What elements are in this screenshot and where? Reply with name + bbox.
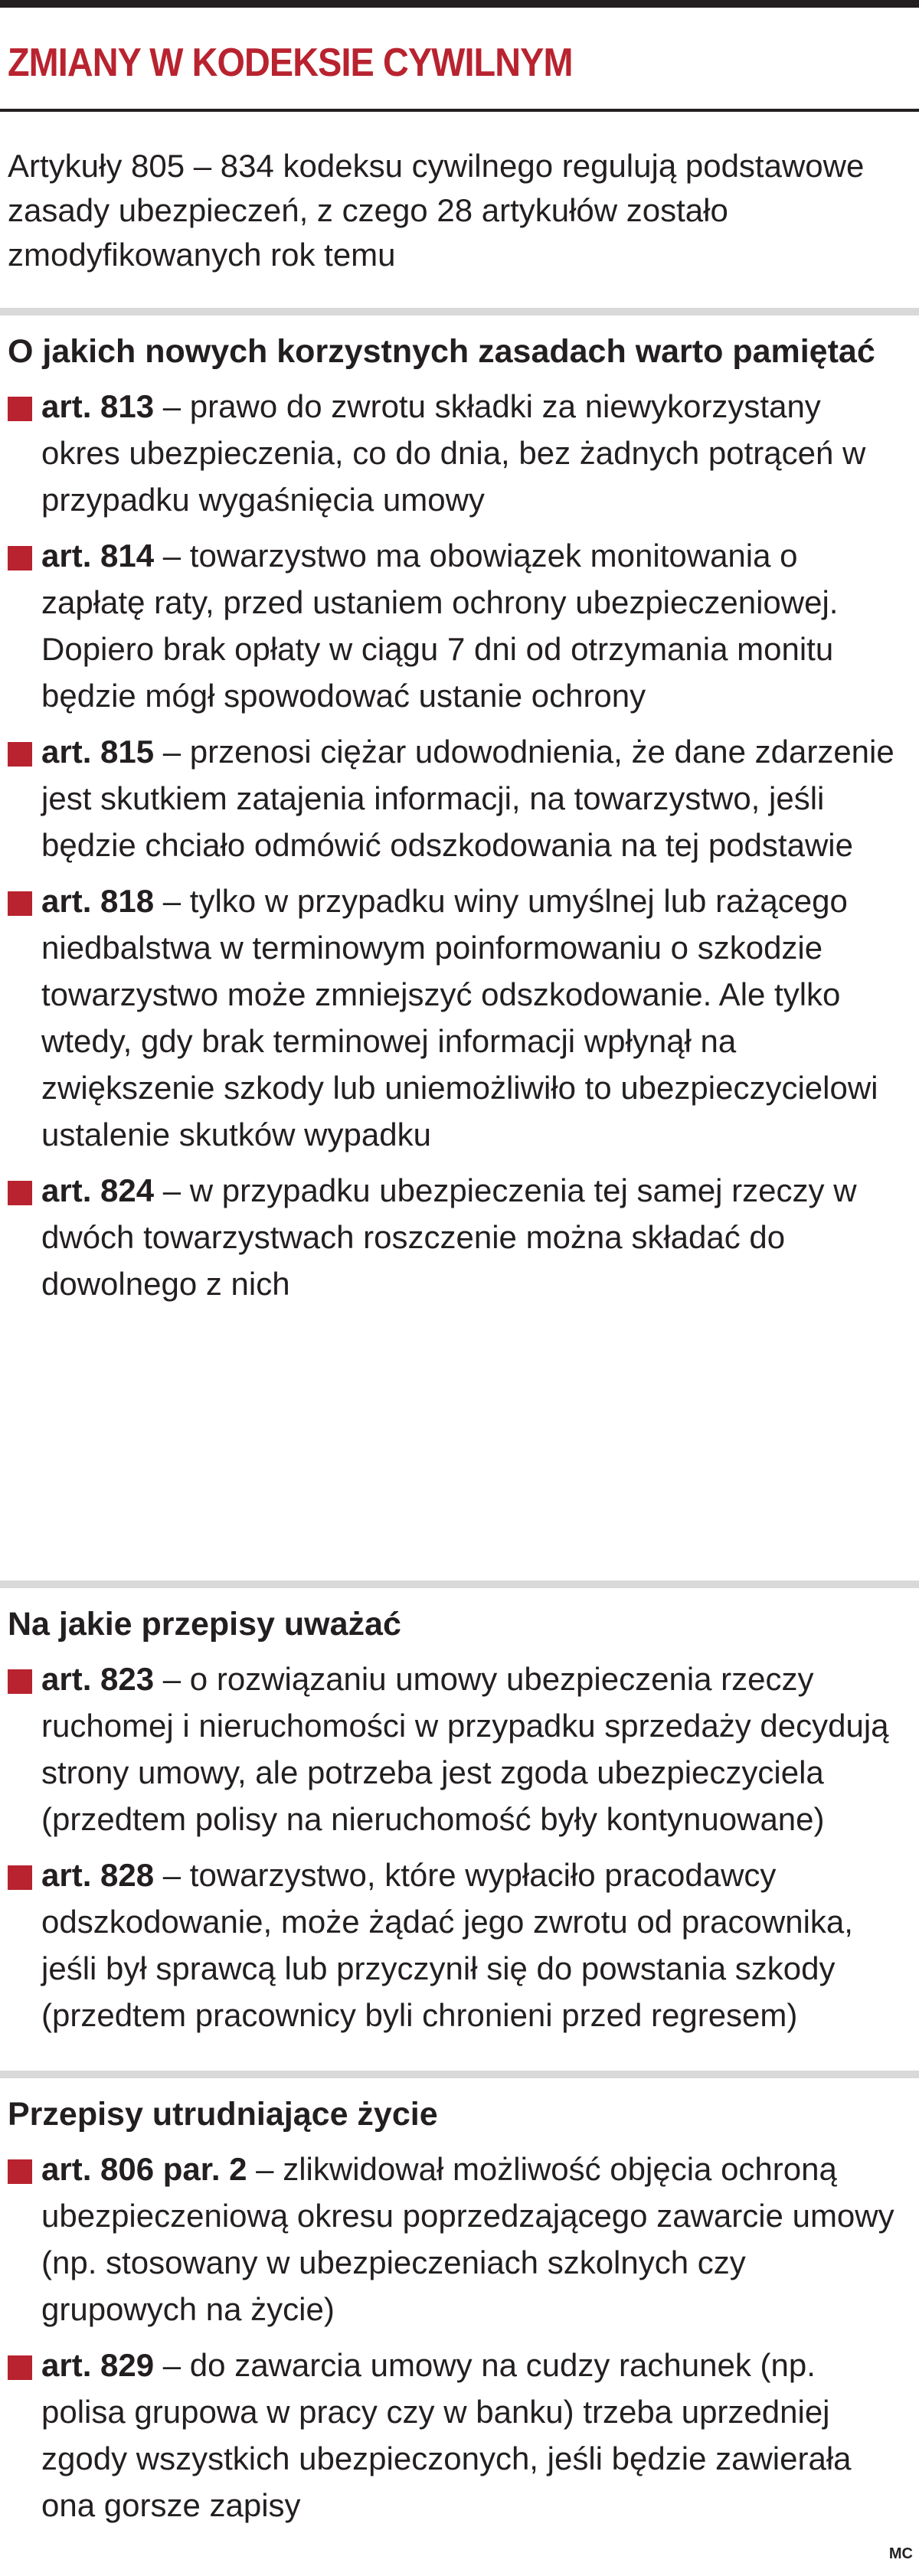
- section-heading: Przepisy utrudniające życie: [8, 2096, 438, 2133]
- author-credit: MC: [888, 2545, 913, 2562]
- list-item: [8, 532, 904, 719]
- article-text: – zlikwidował możliwość objęcia ochroną ubezpieczeniową okresu poprzedzającego zawarcie umowy (np. stosowany w ubezpieczeniach szkolnych czy grupowych na życie): [41, 2151, 894, 2327]
- bullet-square-icon: [8, 1181, 32, 1205]
- article-text: – towarzystwo, które wypłaciło pracodawcy odszkodowanie, może żądać jego zwrotu od pracownika, jeśli był sprawcą lub przyczynił się do powstania szkody (przedtem pracownicy byli chronieni przed regresem): [41, 1857, 853, 2033]
- article-number: art. 818: [41, 883, 155, 919]
- intro-text: Artykuły 805 – 834 kodeksu cywilnego regulują podstawowe zasady ubezpieczeń, z czego 28 artykułów zostało zmodyfikowanych rok temu: [8, 148, 865, 273]
- article-number: art. 823: [41, 1661, 155, 1697]
- bullet-square-icon: [8, 397, 32, 421]
- bullet-square-icon: [8, 1669, 32, 1694]
- article-text: – w przypadku ubezpieczenia tej samej rzeczy w dwóch towarzystwach roszczenie można składać do dowolnego z nich: [41, 1172, 857, 1302]
- list-item: [8, 1167, 904, 1307]
- bullet-square-icon: [8, 2355, 32, 2380]
- bullet-square-icon: [8, 546, 32, 570]
- section-benefits: [8, 329, 904, 1307]
- article-text: – prawo do zwrotu składki za niewykorzystany okres ubezpieczenia, co do dnia, bez żadnych potrąceń w przypadku wygaśnięcia umowy: [41, 388, 866, 518]
- section-heading: O jakich nowych korzystnych zasadach warto pamiętać: [8, 333, 875, 370]
- article-text: – do zawarcia umowy na cudzy rachunek (np. polisa grupowa w pracy czy w banku) trzeba uprzedniej zgody wszystkich ubezpieczonych, jeśli będzie zawierała ona gorsze zapisy: [41, 2347, 852, 2523]
- bullet-square-icon: [8, 742, 32, 767]
- article-text: – towarzystwo ma obowiązek monitowania o zapłatę raty, przed ustaniem ochrony ubezpieczeniowej. Dopiero brak opłaty w ciągu 7 dni od otrzymania monitu będzie mógł spowodować ustanie ochrony: [41, 538, 839, 714]
- section-divider: [0, 1581, 919, 1588]
- page-title: ZMIANY W KODEKSIE CYWILNYM: [8, 41, 573, 85]
- section-hardships: [8, 2092, 904, 2529]
- article-number: art. 813: [41, 388, 155, 424]
- list-item: [8, 1852, 904, 2038]
- section-divider: [0, 308, 919, 315]
- list-item: [8, 1656, 904, 1842]
- list-item: [8, 2342, 904, 2529]
- title-rule: [0, 109, 919, 112]
- article-text: – tylko w przypadku winy umyślnej lub rażącego niedbalstwa w terminowym poinformowaniu o szkodzie towarzystwo może zmniejszyć odszkodowanie. Ale tylko wtedy, gdy brak terminowej informacji wpłynął na zwiększenie szkody lub uniemożliwiło to ubezpieczycielowi ustalenie skutków wypadku: [41, 883, 878, 1152]
- section-watch-out: [8, 1602, 904, 2038]
- section-heading: Na jakie przepisy uważać: [8, 1606, 401, 1643]
- article-number: art. 824: [41, 1172, 155, 1208]
- list-item: [8, 2146, 904, 2332]
- list-item: [8, 878, 904, 1158]
- article-number: art. 806 par. 2: [41, 2151, 247, 2187]
- article-number: art. 828: [41, 1857, 155, 1893]
- bullet-square-icon: [8, 1865, 32, 1890]
- bullet-square-icon: [8, 891, 32, 916]
- article-number: art. 815: [41, 734, 155, 770]
- list-item: [8, 728, 904, 868]
- article-number: art. 814: [41, 538, 155, 574]
- article-text: – przenosi ciężar udowodnienia, że dane zdarzenie jest skutkiem zatajenia informacji, na towarzystwo, jeśli będzie chciało odmówić odszkodowania na tej podstawie: [41, 734, 894, 863]
- top-rule: [0, 0, 919, 8]
- article-text: – o rozwiązaniu umowy ubezpieczenia rzeczy ruchomej i nieruchomości w przypadku sprzedaży decydują strony umowy, ale potrzeba jest zgoda ubezpieczyciela (przedtem polisy na nieruchomość były kontynuowane): [41, 1661, 889, 1837]
- bullet-square-icon: [8, 2159, 32, 2184]
- section-divider: [0, 2071, 919, 2078]
- article-number: art. 829: [41, 2347, 155, 2383]
- list-item: [8, 383, 904, 523]
